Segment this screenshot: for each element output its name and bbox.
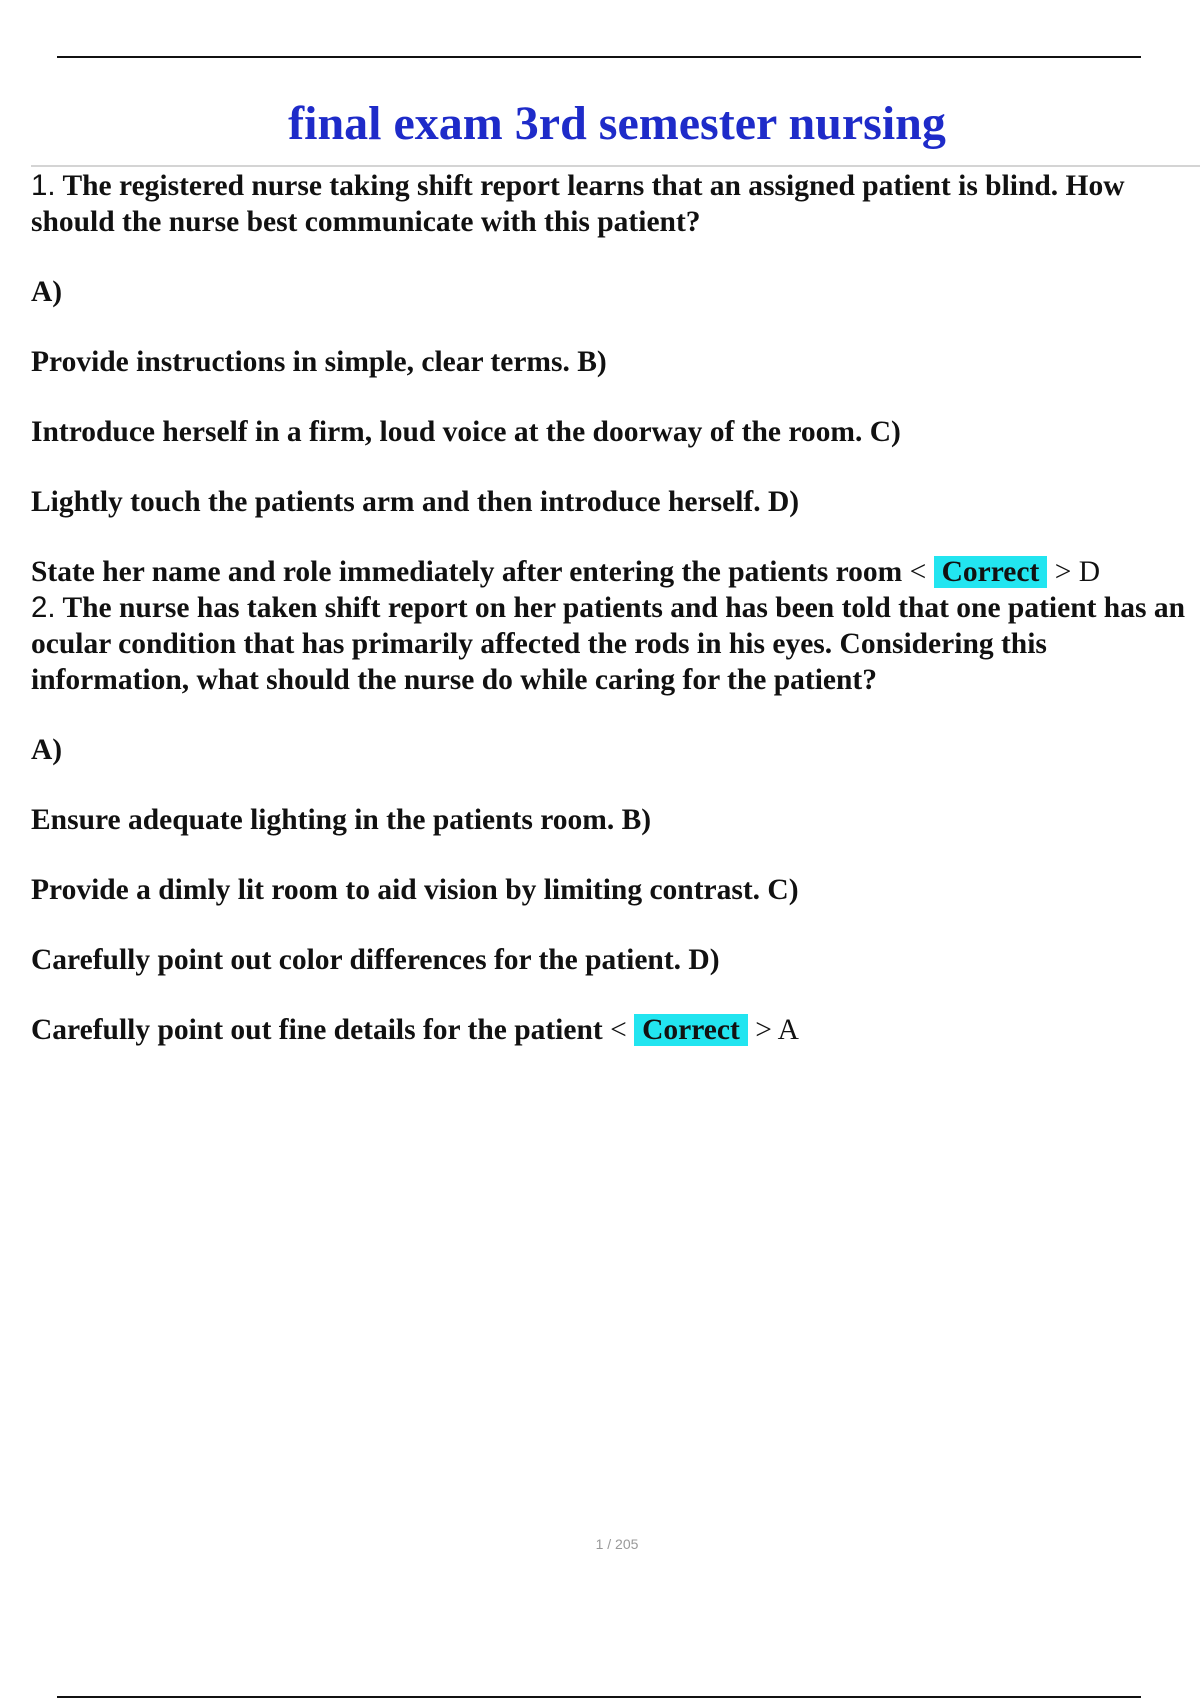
question-1 xyxy=(31,168,1196,240)
question-2 xyxy=(31,590,1196,698)
option-label-a: A) xyxy=(31,276,63,308)
option-d-text: State her name and role immediately after entering the patients room xyxy=(31,556,903,588)
option-a: Provide instructions in simple, clear terms. B) xyxy=(31,346,607,378)
correct-badge: Correct xyxy=(634,1014,748,1046)
document-title: final exam 3rd semester nursing xyxy=(288,97,946,150)
title-underline xyxy=(31,165,1200,167)
option-b: Introduce herself in a firm, loud voice at the doorway of the room. C) xyxy=(31,416,901,448)
question-number: 2. xyxy=(31,591,56,624)
option-b: Provide a dimly lit room to aid vision by limiting contrast. C) xyxy=(31,874,799,906)
answer-key: > D xyxy=(1047,556,1101,588)
question-text: The registered nurse taking shift report learns that an assigned patient is blind. How should the nurse best communicate with this patient? xyxy=(31,170,1125,238)
option-d xyxy=(31,554,1196,590)
option-a: Ensure adequate lighting in the patients room. B) xyxy=(31,804,652,836)
top-rule xyxy=(57,56,1141,58)
page-number: 1 / 205 xyxy=(595,1536,639,1552)
lt-sign: < xyxy=(902,556,934,588)
option-c: Carefully point out color differences for the patient. D) xyxy=(31,944,720,976)
bottom-rule xyxy=(57,1696,1141,1698)
option-d xyxy=(31,1012,1196,1048)
option-c: Lightly touch the patients arm and then introduce herself. D) xyxy=(31,486,800,518)
correct-badge: Correct xyxy=(934,556,1048,588)
lt-sign: < xyxy=(602,1014,635,1046)
answer-key: > A xyxy=(747,1014,799,1046)
document-body xyxy=(31,168,1196,1048)
option-label-a: A) xyxy=(31,734,63,766)
question-number: 1. xyxy=(31,169,56,202)
option-d-text: Carefully point out fine details for the patient xyxy=(31,1014,603,1046)
question-text: The nurse has taken shift report on her patients and has been told that one patient has an ocular condition that has primarily affected the rods in his eyes. Considering this information, what should the nurse do while caring for the patient? xyxy=(31,592,1185,696)
